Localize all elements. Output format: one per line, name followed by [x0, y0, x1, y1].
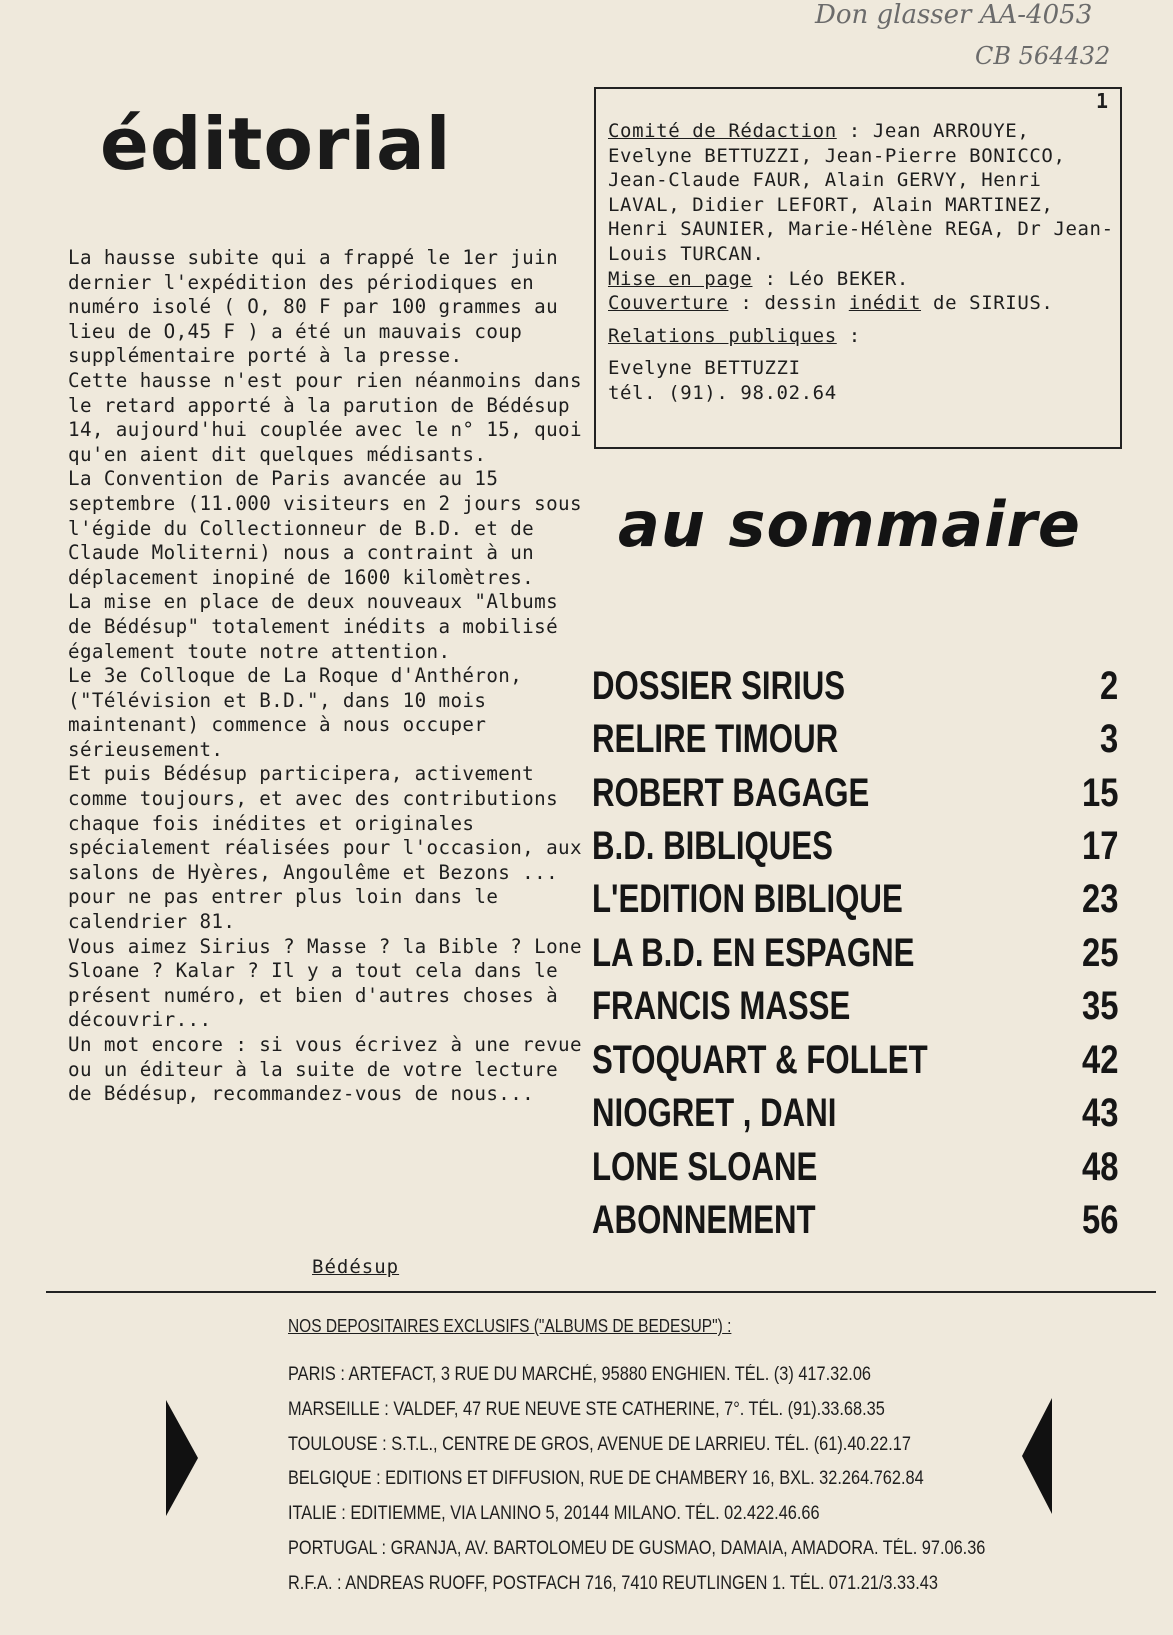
- cover-value-end: de SIRIUS.: [921, 292, 1054, 315]
- editorial-paragraph: La Convention de Paris avancée au 15 septembre (11.000 visiteurs en 2 jours sous l'égide du Collectionneur de B.D. et de Claude Moliterni) nous a contraint à un déplacement inopiné de 1600 kilomètres.: [68, 467, 582, 589]
- editorial-paragraph: La mise en place de deux nouveaux "Albums de Bédésup" totalement inédits a mobilisé également toute notre attention.: [68, 590, 559, 663]
- editorial-title: éditorial: [100, 102, 452, 186]
- credits-text: [608, 119, 1116, 406]
- toc-entry-page: 43: [1081, 1091, 1118, 1135]
- committee-members: : Jean ARROUYE, Evelyne BETTUZZI, Jean-Pierre BONICCO, Jean-Claude FAUR, Alain GERVY, Henri LAVAL, Didier LEFORT, Alain MARTINEZ, Henri SAUNIER, Marie-Hélène REGA, Dr Jean-Louis TURCAN.: [608, 120, 1114, 265]
- cover-label: Couverture: [608, 292, 729, 315]
- committee-label: Comité de Rédaction: [608, 120, 837, 142]
- editorial-paragraph: Vous aimez Sirius ? Masse ? la Bible ? Lone Sloane ? Kalar ? Il y a tout cela dans le présent numéro, et bien d'autres choses à découvrir...: [68, 934, 582, 1032]
- toc-entry: [592, 664, 1122, 712]
- distributor-row: MARSEILLE : VALDEF, 47 RUE NEUVE STE CATHERINE, 7°. TÉL. (91).33.68.35: [288, 1399, 885, 1420]
- editorial-signature: Bédésup: [312, 1256, 400, 1278]
- toc-entry-page: 48: [1081, 1145, 1118, 1189]
- sommaire-title: au sommaire: [618, 488, 1081, 561]
- toc-entry-title: FRANCIS MASSE: [592, 984, 851, 1028]
- toc-entry-page: 35: [1081, 984, 1118, 1028]
- editorial-paragraph: Le 3e Colloque de La Roque d'Anthéron, ("Télévision et B.D.", dans 10 mois maintenant) commence à nous occuper sérieusement.: [68, 664, 523, 761]
- toc-entry: [592, 1198, 1122, 1246]
- section-divider: [46, 1291, 1156, 1293]
- handwritten-catalog-note: Don glasser AA-4053: [815, 0, 1093, 30]
- distributors-heading-text: NOS DEPOSITAIRES EXCLUSIFS ("ALBUMS DE BEDESUP"): [288, 1316, 723, 1336]
- distributor-row: PARIS : ARTEFACT, 3 RUE DU MARCHÉ, 95880 ENGHIEN. TÉL. (3) 417.32.06: [288, 1364, 872, 1385]
- distributor-row: TOULOUSE : S.T.L., CENTRE DE GROS, AVENUE DE LARRIEU. TÉL. (61).40.22.17: [288, 1434, 911, 1455]
- editorial-paragraph: Et puis Bédésup participera, activement comme toujours, et avec des contributions chaque fois inédites et originales spécialement réalisées pour l'occasion, aux salons de Hyères, Angoulême et Bezons ... pour ne pas entrer plus loin dans le calendrier 81.: [68, 762, 582, 934]
- toc-entry: [592, 984, 1122, 1032]
- editorial-paragraph: Un mot encore : si vous écrivez à une revue ou un éditeur à la suite de votre lecture de Bédésup, recommandez-vous de nous...: [68, 1033, 582, 1106]
- toc-entry-title: LA B.D. EN ESPAGNE: [592, 931, 915, 975]
- toc-entry: [592, 824, 1122, 872]
- toc-entry-page: 23: [1081, 877, 1118, 921]
- pr-phone: tél. (91). 98.02.64: [608, 381, 837, 404]
- toc-entry: [592, 1038, 1122, 1086]
- toc-entry-page: 25: [1081, 931, 1118, 975]
- toc-entry: [592, 771, 1122, 819]
- toc-entry: [592, 931, 1122, 979]
- editorial-paragraph: La hausse subite qui a frappé le 1er juin dernier l'expédition des périodiques en numéro isolé ( O, 80 F par 100 grammes au lieu de O,45 F ) a été un mauvais coup supplémentaire porté à la presse.: [68, 246, 559, 368]
- distributors-heading-colon: :: [722, 1316, 732, 1336]
- cover-inedit: inédit: [848, 292, 922, 315]
- distributor-row: ITALIE : EDITIEMME, VIA LANINO 5, 20144 MILANO. TÉL. 02.422.46.66: [288, 1503, 820, 1524]
- toc-entry-title: RELIRE TIMOUR: [592, 717, 839, 761]
- layout-value: : Léo BEKER.: [752, 267, 909, 290]
- distributors-heading: [288, 1316, 731, 1337]
- toc-entry-title: STOQUART & FOLLET: [592, 1038, 928, 1082]
- toc-entry-page: 15: [1081, 771, 1118, 815]
- credits-box: [594, 87, 1122, 449]
- toc-entry: [592, 1091, 1122, 1139]
- committee-line: [608, 119, 1116, 267]
- toc-entry-title: ABONNEMENT: [592, 1198, 816, 1242]
- toc-entry-page: 3: [1099, 717, 1118, 761]
- pr-colon: :: [836, 324, 861, 347]
- layout-line: [608, 267, 1116, 292]
- pr-label: Relations publiques: [608, 324, 837, 347]
- handwritten-catalog-number: CB 564432: [975, 42, 1111, 70]
- toc-entry-page: 56: [1081, 1198, 1118, 1242]
- toc-entry-title: L'EDITION BIBLIQUE: [592, 877, 903, 921]
- cover-value: : dessin: [728, 292, 849, 315]
- toc-entry-page: 17: [1081, 824, 1118, 868]
- toc-entry: [592, 877, 1122, 925]
- arrow-left-pointing-icon: [1022, 1398, 1052, 1514]
- distributor-row: R.F.A. : ANDREAS RUOFF, POSTFACH 716, 7410 REUTLINGEN 1. TÉL. 071.21/3.33.43: [288, 1573, 938, 1594]
- arrow-right-pointing-icon: [166, 1400, 198, 1516]
- toc-entry-page: 2: [1099, 664, 1118, 708]
- distributor-row: BELGIQUE : EDITIONS ET DIFFUSION, RUE DE CHAMBERY 16, BXL. 32.264.762.84: [288, 1468, 924, 1489]
- pr-line: [608, 324, 1116, 349]
- toc-entry-page: 42: [1081, 1038, 1118, 1082]
- toc-entry-title: LONE SLOANE: [592, 1145, 818, 1189]
- editorial-body: [68, 246, 588, 1107]
- toc-entry-title: DOSSIER SIRIUS: [592, 664, 846, 708]
- editorial-paragraph: Cette hausse n'est pour rien néanmoins dans le retard apporté à la parution de Bédésup 14, aujourd'hui couplée avec le n° 15, quoi qu'en aient dit quelques médisants.: [68, 368, 582, 466]
- distributor-row: PORTUGAL : GRANJA, AV. BARTOLOMEU DE GUSMAO, DAMAIA, AMADORA. TÉL. 97.06.36: [288, 1538, 986, 1559]
- pr-name: Evelyne BETTUZZI: [608, 357, 801, 380]
- toc-entry: [592, 717, 1122, 765]
- page-number: 1: [1095, 89, 1108, 113]
- toc-entry-title: ROBERT BAGAGE: [592, 771, 870, 815]
- toc-entry-title: B.D. BIBLIQUES: [592, 824, 833, 868]
- toc-entry: [592, 1145, 1122, 1193]
- toc-entry-title: NIOGRET , DANI: [592, 1091, 837, 1135]
- cover-line: [608, 291, 1116, 316]
- layout-label: Mise en page: [608, 267, 753, 290]
